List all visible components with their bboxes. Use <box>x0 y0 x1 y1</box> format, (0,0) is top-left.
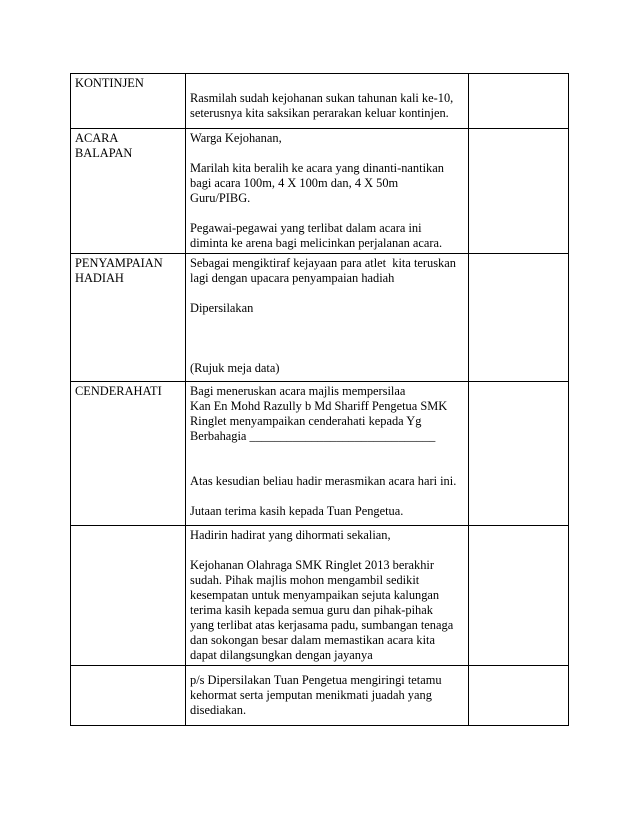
script-text-cell <box>186 129 469 254</box>
spacer <box>190 206 464 221</box>
script-paragraph: Kejohanan Olahraga SMK Ringlet 2013 berakhir sudah. Pihak majlis mohon mengambil sedikit kesempatan untuk menyampaikan sejuta kalungan terima kasih kepada semua guru dan pihak-pihak yang terlibat atas kerjasama padu, sumbangan tenaga dan sokongan besar dalam memastikan acara kita dapat dilangsungkan dengan jayanya <box>190 558 454 662</box>
table-row <box>71 382 569 526</box>
script-paragraph: Bagi meneruskan acara majlis mempersilaa Kan En Mohd Razully b Md Shariff Pengetua SMK Ringlet menyampaikan cenderahati kepada Yg Berbahagia ______________________________ <box>190 384 448 443</box>
segment-label-cell <box>71 382 186 526</box>
table-row <box>71 74 569 129</box>
script-paragraph: Sebagai mengiktiraf kejayaan para atlet kita teruskan lagi dengan upacara penyampaian hadiah <box>190 256 456 285</box>
spacer <box>190 444 464 474</box>
script-text-cell <box>186 382 469 526</box>
segment-label: CENDERAHATI <box>75 384 162 398</box>
spacer <box>190 76 464 91</box>
notes-cell <box>469 526 569 666</box>
script-text-cell <box>186 526 469 666</box>
script-paragraph: p/s Dipersilakan Tuan Pengetua mengiringi tetamu kehormat serta jemputan menikmati juadah yang disediakan. <box>190 673 442 717</box>
segment-label-cell <box>71 74 186 129</box>
spacer <box>190 543 464 558</box>
table-row <box>71 254 569 382</box>
spacer <box>190 489 464 504</box>
segment-label: KONTINJEN <box>75 76 144 90</box>
script-paragraph: Warga Kejohanan, <box>190 131 282 145</box>
notes-cell <box>469 129 569 254</box>
table-body <box>71 74 569 726</box>
spacer <box>190 316 464 361</box>
script-paragraph: Rasmilah sudah kejohanan sukan tahunan kali ke-10, seterusnya kita saksikan perarakan keluar kontinjen. <box>190 91 454 120</box>
segment-label-cell <box>71 129 186 254</box>
script-paragraph: Hadirin hadirat yang dihormati sekalian, <box>190 528 391 542</box>
spacer <box>190 286 464 301</box>
segment-label-cell <box>71 526 186 666</box>
segment-label: ACARA BALAPAN <box>75 131 133 160</box>
table-row <box>71 526 569 666</box>
script-note: (Rujuk meja data) <box>190 361 280 375</box>
segment-label-cell <box>71 666 186 726</box>
notes-cell <box>469 254 569 382</box>
script-paragraph: Pegawai-pegawai yang terlibat dalam acara ini diminta ke arena bagi melicinkan perjalanan acara. <box>190 221 443 250</box>
segment-label-cell <box>71 254 186 382</box>
table-row <box>71 666 569 726</box>
script-text-cell <box>186 254 469 382</box>
script-paragraph: Atas kesudian beliau hadir merasmikan acara hari ini. <box>190 474 457 488</box>
script-paragraph: Marilah kita beralih ke acara yang dinanti-nantikan bagi acara 100m, 4 X 100m dan, 4 X 50m Guru/PIBG. <box>190 161 444 205</box>
event-script-table <box>70 73 569 726</box>
script-text-cell <box>186 666 469 726</box>
notes-cell <box>469 666 569 726</box>
notes-cell <box>469 74 569 129</box>
segment-label: PENYAMPAIAN HADIAH <box>75 256 163 285</box>
spacer <box>190 146 464 161</box>
script-paragraph: Jutaan terima kasih kepada Tuan Pengetua. <box>190 504 404 518</box>
script-text-cell <box>186 74 469 129</box>
table-row <box>71 129 569 254</box>
script-paragraph: Dipersilakan <box>190 301 254 315</box>
notes-cell <box>469 382 569 526</box>
